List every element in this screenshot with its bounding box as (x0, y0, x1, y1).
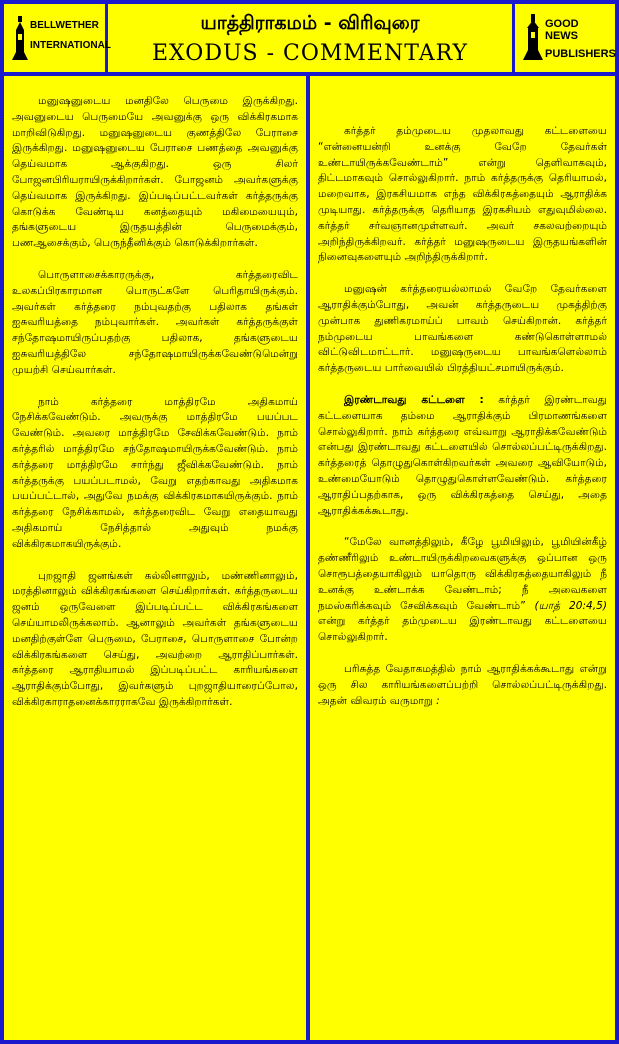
closing-text: பரிசுத்த வேதாகமத்தில் நாம் ஆராதிக்கக்கூடாது என்று ஒரு சில காரியங்களைப்பற்றி சொல்லப்பட்டிருக்கிறது. அதன் விவரம் வருமாறு (318, 662, 607, 707)
right-column (310, 76, 615, 1040)
scripture-reference: (யாத் 20:4,5) (534, 599, 607, 612)
logo-line1: BELLWETHER (30, 20, 99, 31)
left-paragraph-4: புறஜாதி ஜனங்கள் கல்லினாலும், மண்ணினாலும், மரத்தினாலும் விக்கிரகங்களை செய்கிறார்கள். கர்த்தருடைய ஜனம் ஒருவேளை இப்படிப்பட்ட விக்கிரகங்களை செய்யாமலிருக்கலாம். ஆனாலும் அவர்கள் தங்களுடைய மனதிற்குள்ளே பெருமை, பேராசை, பொருளாசை போன்ற விக்கிரகங்களை செய்து, அவற்றை ஆராதிப்பார்கள். கர்த்தரை ஆராதியாமல் இப்படிப்பட்ட காரியங்களை ஆராதிக்கும்போது, இவர்களும் புறஜாதியாரைப்போல, விக்கிரகாராதனைக்காரராகவே இருக்கிறார்கள். (12, 569, 298, 708)
logo-line1: GOOD NEWS (545, 18, 579, 42)
closing-colon: : (436, 694, 440, 707)
good-news-logo (512, 4, 615, 72)
bell-tower-icon (12, 16, 28, 60)
left-paragraph-1: மனுஷனுடைய மனதிலே பெருமை இருக்கிறது. அவனுடைய பெருமையே அவனுக்கு ஒரு விக்கிரகமாக மாறிவிடுகிறது. மனுஷனுடைய குணத்திலே பேராசை இருக்கிறது. மனுஷனுடைய பேராசை பணத்தை அவனுக்கு தெய்வமாக ஆக்குகிறது. ஒரு சிலர் போஜனபிரியராயிருக்கிறார்கள். போஜனம் அவர்களுக்கு தெய்வமாக இருக்கிறது. இப்படிப்பட்டவர்கள் கர்த்தருக்கு கொடுக்க வேண்டிய கனத்தையும் மகிமையையும், தங்களுடைய இருதயத்தின் பெருமைக்கும், பணஆசைக்கும், பெருந்தீனிக்கும் கொடுக்கிறார்கள். (12, 95, 298, 250)
tower-icon (523, 14, 543, 60)
section-heading: இரண்டாவது கட்டளை : (344, 393, 484, 406)
left-paragraph-3: நாம் கர்த்தரை மாத்திரமே அதிகமாய் நேசிக்கவேண்டும். அவருக்கு மாத்திரமே பயப்பட வேண்டும். அவரை மாத்திரமே சேவிக்கவேண்டும். நாம் கர்த்தரில் மாத்திரமே சந்தோஷமாயிருக்கவேண்டும். நாம் கர்த்தரை மாத்திரமே சார்ந்து ஜீவிக்கவேண்டும். நாம் கர்த்தருக்கு பயப்படாமல், வேறு எதற்காவது அதிகமாக பயப்பட்டால், அதுவே நமக்கு விக்கிரகமாகயிருக்கும். நாம் கர்த்தரை நேசிக்காமல், கர்த்தரைவிட வேறு எதையாவது அதிகமாய் நேசித்தால் அதுவும் நமக்கு விக்கிரகமாகயிருக்கும். (12, 395, 298, 550)
logo-line2: INTERNATIONAL (30, 40, 111, 51)
quote-tail: என்று கர்த்தர் தம்முடைய இரண்டாவது கட்டளையை சொல்லுகிறார். (318, 615, 607, 644)
title-tamil: யாத்திராகமம் - விரிவுரை (200, 12, 420, 34)
right-paragraph-3 (318, 393, 607, 519)
right-paragraph-4 (318, 535, 607, 646)
header (4, 4, 615, 76)
title-english: EXODUS - COMMENTARY (151, 41, 469, 66)
good-news-logo-text (545, 18, 616, 60)
bellwether-logo-text (30, 20, 111, 52)
left-column (4, 76, 310, 1040)
right-paragraph-2: மனுஷன் கர்த்தரையல்லாமல் வேறே தேவர்களை ஆராதிக்கும்போது, அவன் கர்த்தருடைய முகத்திற்கு முன்பாக துணிகரமாய்ப் பாவம் செய்கிறான். கர்த்தர் நம்முடைய பாவங்களை கண்டுகொள்ளாமல் விட்டுவிடமாட்டார். மனுஷருடைய பாவங்களெல்லாம் கர்த்தருடைய பார்வையில் பிரத்தியட்சமாயிருக்கும். (318, 283, 607, 375)
section-body: கர்த்தர் இரண்டாவது கட்டளையாக தம்மை ஆராதிக்கும் பிரமாணங்களை சொல்லுகிறார். நாம் கர்த்தரை எவ்வாறு ஆராதிக்கவேண்டும் என்பது இரண்டாவது கட்டளையில் சொல்லப்பட்டிருக்கிறது. கர்த்தரைத் தொழுதுகொள்கிறவர்கள் அவரை ஆவியோடும், உண்மையோடும் தொழுதுகொள்ளவேண்டும். கர்த்தரை ஆராதிப்பதற்காக, ஒரு விக்கிரகத்தை செய்து, அதை ஆராதிக்கக்கூடாது. (318, 393, 607, 517)
left-paragraph-2: பொருளாசைக்காரருக்கு, கர்த்தரைவிட உலகப்பிரகாரமான பொருட்களே பெரிதாயிருக்கும். அவர்கள் கர்த்தரை நம்புவதற்கு பதிலாக தங்கள் ஐசுவரியத்தை நம்புவார்கள். அவர்கள் கர்த்தருக்குள் சந்தோஷமாயிருப்பதற்கு பதிலாக, தங்களுடைய ஐசுவரியத்திலே சந்தோஷமாயிருக்கவேண்டுமென்று முயற்சி செய்வார்கள். (12, 268, 298, 376)
scripture-quote: “மேலே வானத்திலும், கீழே பூமியிலும், பூமியின்கீழ் தண்ணீரிலும் உண்டாயிருக்கிறவைகளுக்கு ஒப்பான ஒரு சொரூபத்தையாகிலும் யாதொரு விக்கிரகத்தையாகிலும் நீ உனக்கு உண்டாக்க வேண்டாம்; நீ அவைகளை நமஸ்கரிக்கவும் சேவிக்கவும் வேண்டாம்” (318, 536, 607, 612)
logo-line2: PUBLISHERS (545, 48, 616, 60)
right-paragraph-1: கர்த்தர் தம்முடைய முதலாவது கட்டளையை “என்னையன்றி உனக்கு வேறே தேவர்கள் உண்டாயிருக்கவேண்டாம்” என்று தெளிவாகவும், திட்டமாகவும் சொல்லுகிறார். நாம் கர்த்தருக்கு தெரியாமல், மறைவாக, இரகசியமாக எந்த விக்கிரகத்தையும் ஆராதிக்க முடியாது. கர்த்தருக்கு தெரியாத இரகசியம் எதுவுமில்லை. கர்த்தர் சர்வஞானமுள்ளவர். அவர் சகலவற்றையும் அறிந்திருக்கிறவர். கர்த்தர் மனுஷருடைய இருதயங்களின் நினைவுகளையும் அறிந்திருக்கிறார். (318, 125, 607, 264)
right-paragraph-5 (318, 662, 607, 709)
title-block (108, 4, 512, 72)
bellwether-logo (4, 4, 111, 72)
